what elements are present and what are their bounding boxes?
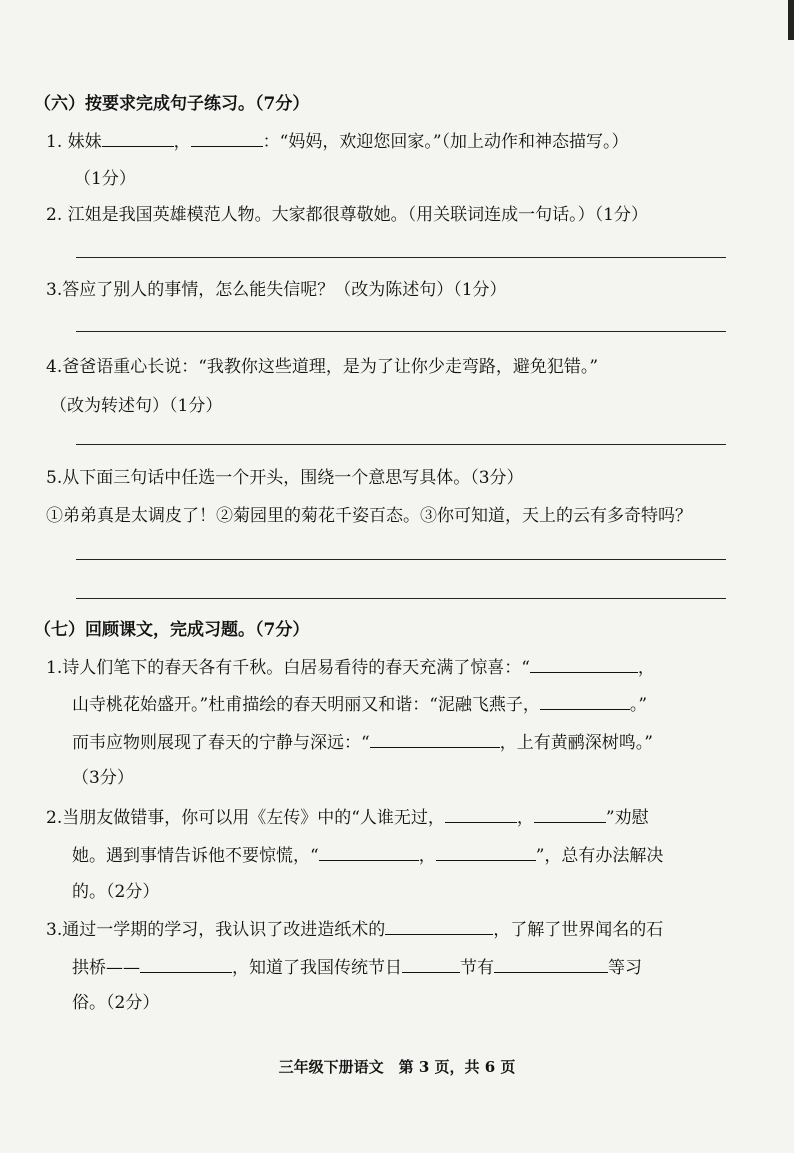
s7-q1-blank-3[interactable] (370, 729, 500, 748)
s7-q3-blank-4[interactable] (494, 954, 608, 973)
s7-q3-l2d: 等习 (608, 958, 642, 978)
s6-q3-answer-line[interactable] (76, 331, 726, 332)
s6-q5-answer-line-1[interactable] (76, 559, 726, 560)
s6-q1-comma: ， (173, 132, 191, 152)
s7-q1-l2b: 。” (629, 695, 648, 715)
s6-q4-answer-line[interactable] (76, 444, 726, 445)
s6-q2-answer-line[interactable] (76, 257, 726, 258)
s6-q1-line1 (46, 128, 629, 154)
s7-q1-line3 (72, 729, 653, 755)
scan-edge-mark (788, 0, 794, 40)
s7-q3-l2a: 拱桥—— (72, 958, 140, 978)
s6-q5-answer-line-2[interactable] (76, 598, 726, 599)
s6-q5-options: ①弟弟真是太调皮了！②菊园里的菊花千姿百态。③你可知道，天上的云有多奇特吗？ (46, 506, 692, 526)
s7-q2-blank-2[interactable] (534, 804, 606, 823)
s6-q5-text: 5.从下面三句话中任选一个开头，围绕一个意思写具体。（3分） (46, 468, 524, 488)
s7-q2-blank-1[interactable] (445, 804, 517, 823)
s6-q1-score: （1分） (74, 169, 136, 189)
s7-q3-line3: 俗。（2分） (72, 993, 160, 1013)
s7-q3-blank-2[interactable] (140, 954, 232, 973)
s7-q2-l2c: ”，总有办法解决 (535, 846, 664, 866)
page-footer: 三年级下册语文 第 3 页，共 6 页 (278, 1058, 516, 1076)
s6-q1-num: 1. (46, 132, 63, 152)
s7-q2-l1b: ， (516, 808, 534, 828)
s6-q1-pre: 妹妹 (67, 132, 102, 152)
s7-q1-line2 (72, 691, 647, 717)
s7-q2-line2 (72, 842, 663, 868)
s7-q1-blank-2[interactable] (540, 691, 630, 710)
s7-q3-l1b: ，了解了世界闻名的石 (493, 920, 664, 940)
s7-q3-line2 (72, 954, 642, 980)
s7-q1-blank-1[interactable] (530, 654, 638, 673)
s7-q3-l2c: 节有 (460, 958, 494, 978)
s6-q4-text2: （改为转述句）（1分） (50, 396, 223, 416)
s7-q1-l1b: ， (637, 658, 655, 678)
s6-q1-blank-1[interactable] (102, 128, 174, 147)
s6-q1-blank-2[interactable] (191, 128, 263, 147)
s7-q2-line1 (46, 804, 649, 830)
s7-q3-blank-3[interactable] (402, 954, 460, 973)
s7-q3-l1a: 3.通过一学期的学习，我认识了改进造纸术的 (46, 920, 386, 940)
s7-q2-blank-4[interactable] (436, 842, 536, 861)
s6-q2-text: 2. 江姐是我国英雄模范人物。大家都很尊敬她。（用关联词连成一句话。）（1分） (46, 205, 648, 225)
s7-q1-score: （3分） (72, 768, 134, 788)
s6-q4-text: 4.爸爸语重心长说：“我教你这些道理，是为了让你少走弯路，避免犯错。” (46, 357, 599, 377)
s6-q1-quote: “妈妈，欢迎您回家。”（加上动作和神态描写。） (279, 132, 629, 152)
s7-q2-l1c: ”劝慰 (605, 808, 649, 828)
s7-q1-l1a: 1.诗人们笔下的春天各有千秋。白居易看待的春天充满了惊喜：“ (46, 658, 530, 678)
s7-q3-l2b: ，知道了我国传统节日 (232, 958, 402, 978)
s7-q2-blank-3[interactable] (319, 842, 419, 861)
s7-q3-line1 (46, 916, 663, 942)
s6-q1-colon: ： (262, 132, 280, 152)
s7-q2-line3: 的。（2分） (72, 882, 160, 902)
s7-q1-l3a: 而韦应物则展现了春天的宁静与深远：“ (72, 733, 370, 753)
s7-q1-l2a: 山寺桃花始盛开。”杜甫描绘的春天明丽又和谐：“泥融飞燕子， (72, 695, 540, 715)
s7-q2-l1a: 2.当朋友做错事，你可以用《左传》中的“人谁无过， (46, 808, 445, 828)
section7-heading: （七）回顾课文，完成习题。（7分） (34, 620, 310, 640)
s7-q1-l3b: ，上有黄鹂深树鸣。” (499, 733, 653, 753)
s7-q2-l2a: 她。遇到事情告诉他不要惊慌，“ (72, 846, 319, 866)
section6-heading: （六）按要求完成句子练习。（7分） (34, 94, 310, 114)
s7-q1-line1 (46, 654, 655, 680)
s6-q3-text: 3.答应了别人的事情，怎么能失信呢？（改为陈述句）（1分） (46, 280, 507, 300)
s7-q2-l2b: ， (418, 846, 436, 866)
s7-q3-blank-1[interactable] (385, 916, 493, 935)
